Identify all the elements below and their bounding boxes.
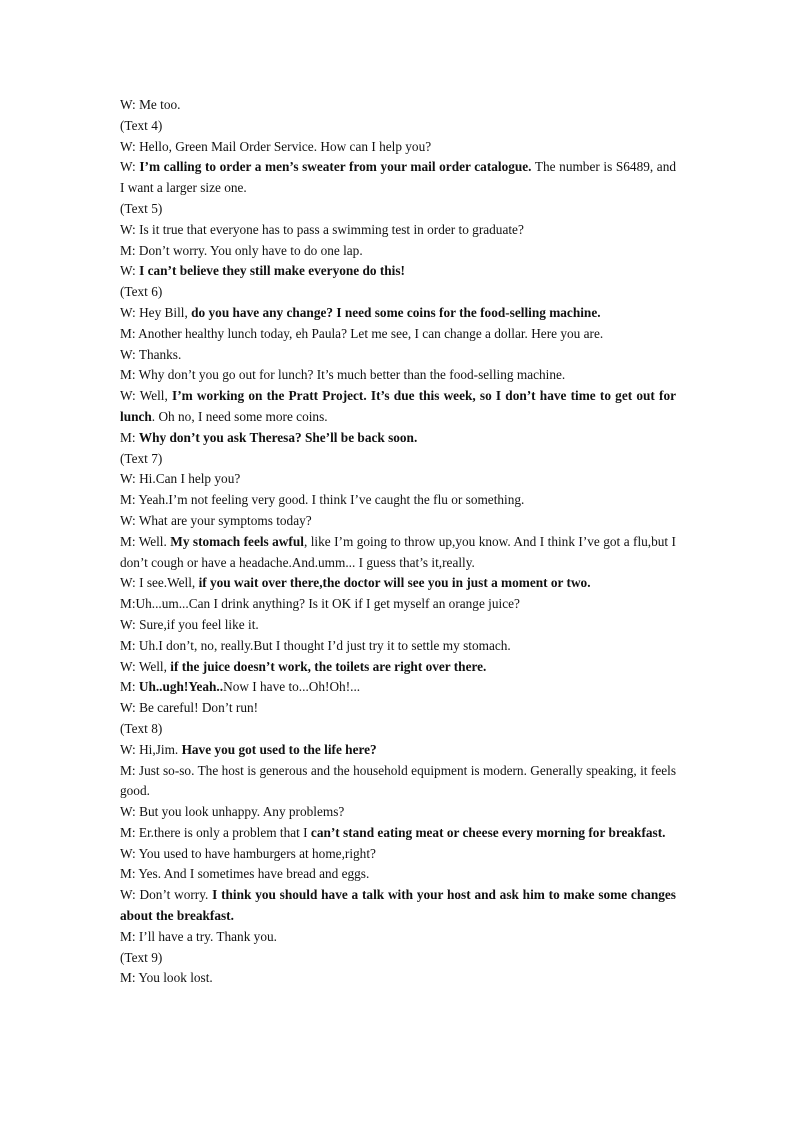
dialogue-line: W: Well, if the juice doesn’t work, the toilets are right over there.: [120, 658, 487, 674]
dialogue-line: M: I’ll have a try. Thank you.: [120, 928, 277, 944]
dialogue-line: W: What are your symptoms today?: [120, 512, 312, 528]
dialogue-line: M: Uh..ugh!Yeah..Now I have to...Oh!Oh!...: [120, 679, 361, 695]
dialogue-line: W: Don’t worry. I think you should have a talk with your host and ask him to make some changes about the breakfast.: [120, 887, 676, 924]
dialogue-line: M: Why don’t you ask Theresa? She’ll be back soon.: [120, 429, 418, 445]
dialogue-line: W: But you look unhappy. Any problems?: [120, 804, 345, 820]
dialogue-line: M: Er.there is only a problem that I can’t stand eating meat or cheese every morning for breakfast.: [120, 824, 666, 840]
dialogue-line: M: Yes. And I sometimes have bread and eggs.: [120, 866, 370, 882]
dialogue-line: M: Why don’t you go out for lunch? It’s much better than the food-selling machine.: [120, 367, 566, 383]
dialogue-line: W: I’m calling to order a men’s sweater from your mail order catalogue. The number is S6489, and I want a larger size one.: [120, 159, 676, 196]
dialogue-line: W: Hello, Green Mail Order Service. How can I help you?: [120, 138, 432, 154]
dialogue-line: W: Be careful! Don’t run!: [120, 700, 259, 716]
section-heading: (Text 5): [120, 200, 163, 216]
dialogue-line: M: Yeah.I’m not feeling very good. I think I’ve caught the flu or something.: [120, 492, 525, 508]
dialogue-line: W: Sure,if you feel like it.: [120, 616, 259, 632]
section-heading: (Text 7): [120, 450, 163, 466]
dialogue-line: M: Another healthy lunch today, eh Paula? Let me see, I can change a dollar. Here you are.: [120, 325, 604, 341]
dialogue-line: W: Hey Bill, do you have any change? I need some coins for the food-selling machine.: [120, 304, 601, 320]
dialogue-line: W: Well, I’m working on the Pratt Project. It’s due this week, so I don’t have time to get out for lunch. Oh no, I need some more coins.: [120, 388, 676, 424]
section-heading: (Text 6): [120, 284, 163, 300]
section-heading: (Text 4): [120, 117, 163, 133]
dialogue-line: W: I can’t believe they still make everyone do this!: [120, 263, 405, 279]
dialogue-line: M: Just so-so. The host is generous and the household equipment is modern. Generally speaking, it feels good.: [120, 762, 676, 799]
dialogue-line: W: You used to have hamburgers at home,right?: [120, 845, 376, 861]
dialogue-line: M: Uh.I don’t, no, really.But I thought I’d just try it to settle my stomach.: [120, 637, 511, 653]
dialogue-line: M: You look lost.: [120, 970, 213, 986]
dialogue-line: M: Well. My stomach feels awful, like I’m going to throw up,you know. And I think I’ve got a flu,but I don’t cough or have a headache.And.umm... I guess that’s it,really.: [120, 533, 676, 570]
dialogue-line: W: Me too.: [120, 97, 181, 112]
dialogue-line: W: Hi,Jim. Have you got used to the life here?: [120, 741, 377, 757]
dialogue-line: W: I see.Well, if you wait over there,the doctor will see you in just a moment or two.: [120, 575, 591, 591]
dialogue-line: W: Hi.Can I help you?: [120, 471, 241, 487]
dialogue-line: M: Don’t worry. You only have to do one lap.: [120, 242, 363, 258]
dialogue-line: W: Is it true that everyone has to pass a swimming test in order to graduate?: [120, 221, 524, 237]
section-heading: (Text 8): [120, 720, 163, 736]
dialogue-line: M:Uh...um...Can I drink anything? Is it OK if I get myself an orange juice?: [120, 596, 520, 612]
document-page: [120, 95, 676, 989]
section-heading: (Text 9): [120, 949, 163, 965]
dialogue-line: W: Thanks.: [120, 346, 182, 362]
